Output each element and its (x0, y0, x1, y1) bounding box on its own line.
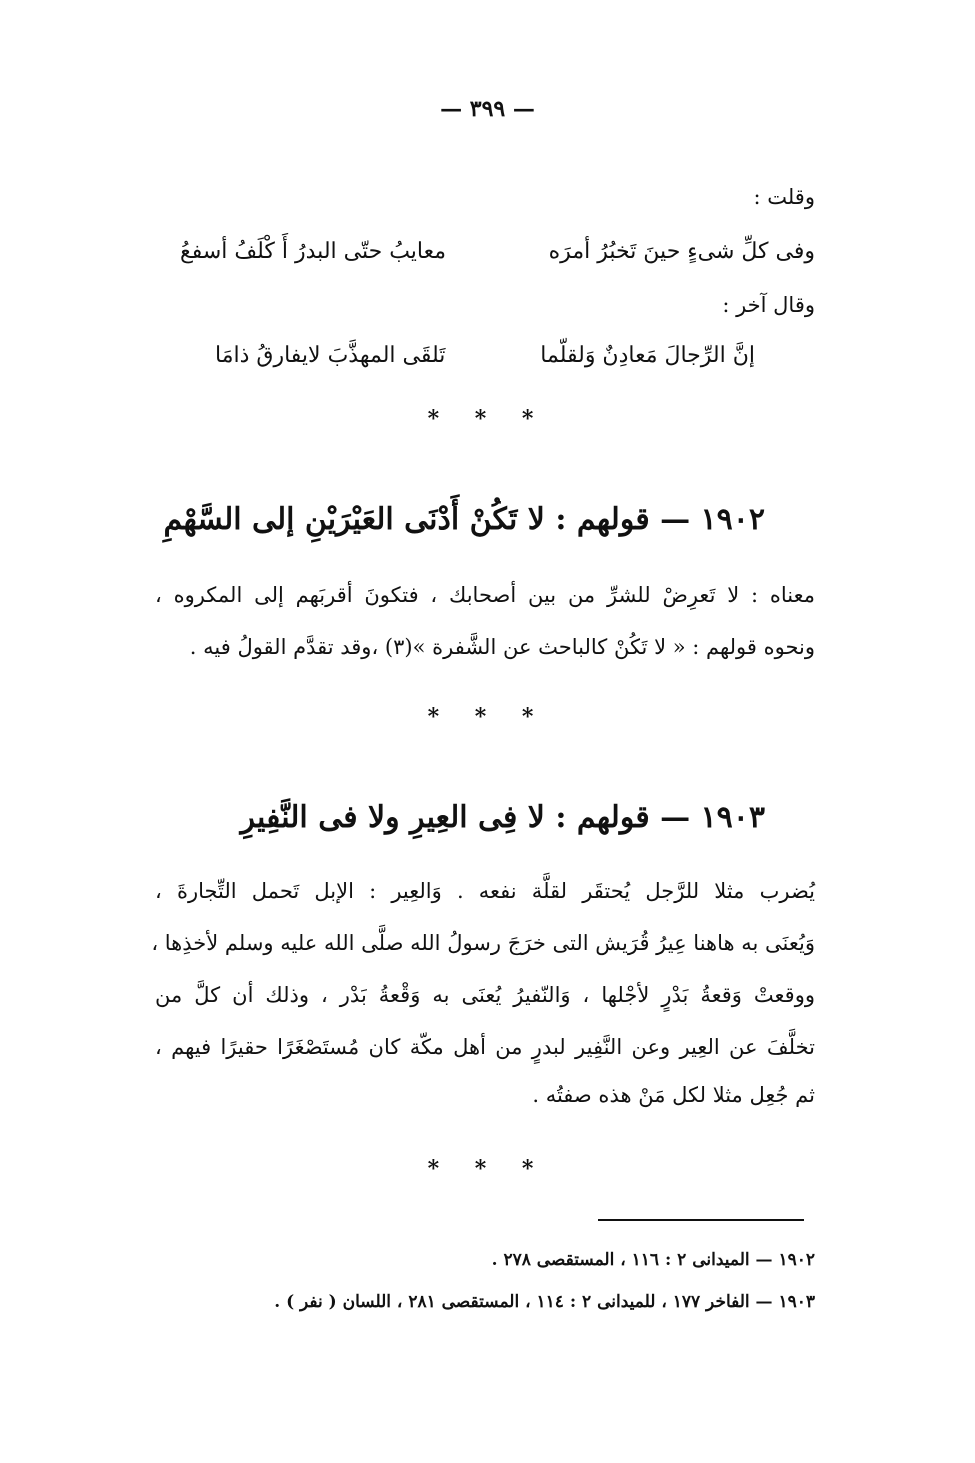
entry-1902-line: ونحوه قولهم : « لا تَكُنْ كالباحث عن الشَّفرة »(٣) ،وقد تقدَّم القولُ فيه . (189, 635, 815, 659)
entry-1903-line: وَيُعنَى به هاهنا عِيرُ قُرَيش التى خرَجَ رسولُ الله صلَّى الله عليه وسلم لأخذِها ، (151, 931, 815, 955)
entry-1903-line: تخلَّفَ عن العِير وعن النَّفِير لبدرٍ من أهل مكّة كان مُستَصْغَرًا حقيرًا فيهم ، (155, 1035, 815, 1059)
entry-heading-1903: ١٩٠٣ — قولهم : لا فِى العِيرِ ولا فى النَّفِيرِ (240, 800, 765, 835)
entry-1903-line: يُضرب مثلا للرَّجل يُحتقَر لقلَّة نفعه . وَالعِير : الإبل تَحمل التِّجارةَ ، (155, 879, 815, 903)
entry-1902-line: معناه : لا تَعرِضْ للشرِّ من بين أصحابك ، فتكونَ أقربَهم إلى المكروه ، (155, 583, 815, 607)
footnote-1902: ١٩٠٢ — الميدانى ٢ : ١١٦ ، المستقصى ٢٧٨ . (491, 1250, 815, 1270)
verse-1-hemistich-left: معايبُ حتّى البدرُ أَ كْلَفُ أسفعُ (180, 239, 447, 264)
entry-1903-line: ووقعتْ وَقعةُ بَدْرٍ لأجْلها ، وَالنّفيرُ يُعنَى به وَقْعةُ بَدْر ، وذلك أن كلَّ من (155, 983, 815, 1007)
entry-1903-line: ثم جُعِل مثلا لكل مَنْ هذه صفتُه . (532, 1083, 815, 1107)
section-separator: * * * (427, 1156, 548, 1182)
verse-2-hemistich-right: إنَّ الرِّجالَ مَعادِنٌ وَلقلّما (540, 343, 755, 368)
section-separator: * * * (427, 406, 548, 432)
verse-intro-label-2: وقال آخر : (722, 293, 815, 317)
footnote-1903: ١٩٠٣ — الفاخر ١٧٧ ، للميدانى ٢ : ١١٤ ، المستقصى ٢٨١ ، اللسان ( نفر ) . (274, 1292, 815, 1312)
page-number: — ٣٩٩ — (440, 96, 535, 122)
verse-1-hemistich-right: وفى كلِّ شىءٍ حينَ تَخبُرُ أمرَه (548, 239, 815, 264)
verse-2-hemistich-left: تَلقَى المهذَّبَ لايفارقُ ذامَا (215, 343, 446, 368)
verse-intro-label: وقلت : (753, 185, 815, 209)
entry-heading-1902: ١٩٠٢ — قولهم : لا تَكُنْ أَدْنَى العَيْرَيْنِ إلى السَّهْمِ (163, 502, 765, 537)
section-separator: * * * (427, 704, 548, 730)
footnote-rule (598, 1219, 804, 1221)
